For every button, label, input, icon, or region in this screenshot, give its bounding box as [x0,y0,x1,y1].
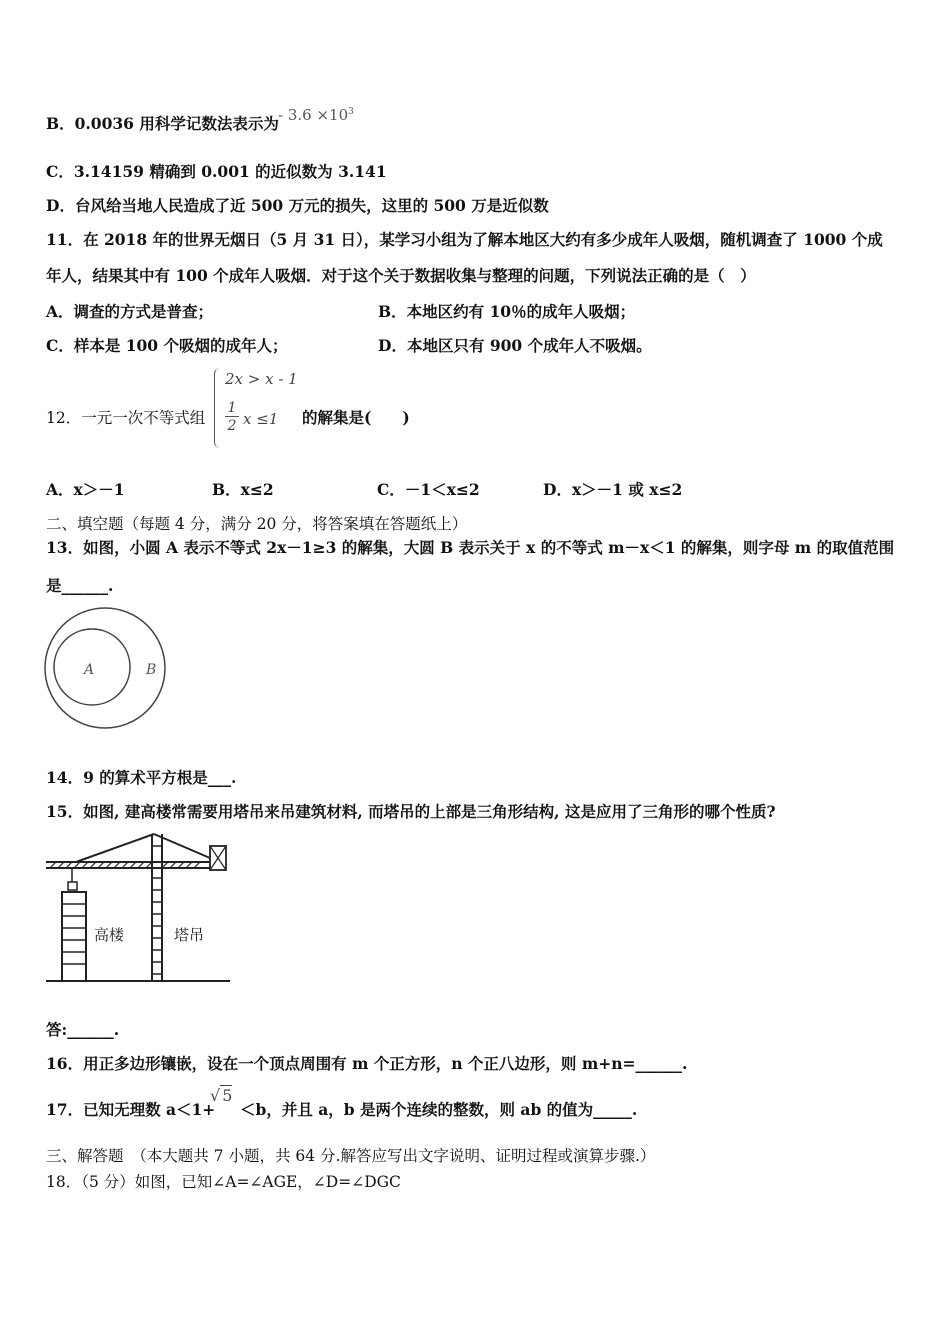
q11-stem-line2: 年人，结果其中有 100 个成年人吸烟．对于这个关于数据收集与整理的问题，下列说法正确的是（ ） [46,266,756,285]
q12-inequality-2: x ≤1 [243,410,279,428]
q12-inequality-system [214,368,301,448]
q11-option-a: A．调查的方式是普查； [46,302,214,321]
q17-stem-before: 17．已知无理数 a＜1+ [46,1100,216,1119]
q10-option-b: B．0.0036 用科学记数法表示为 [46,114,279,133]
building-label: 高楼 [94,926,125,944]
crane-left-tie [76,834,154,862]
hook-load [68,882,77,890]
q15-answer-blank: 答:______. [46,1020,120,1039]
crane-label: 塔吊 [174,926,205,944]
q10-option-d: D．台风给当地人民造成了近 500 万元的损失，这里的 500 万是近似数 [46,196,549,215]
q12-prefix: 12．一元一次不等式组 [46,409,206,427]
q12-option-d: D．x＞－1 或 x≤2 [543,480,683,499]
section-2-heading: 二、填空题（每题 4 分，满分 20 分，将答案填在答题纸上） [46,515,468,533]
q12-option-c: C．－1＜x≤2 [377,480,480,499]
q10-option-c: C．3.14159 精确到 0.001 的近似数为 3.141 [46,162,387,181]
q18-stem: 18．（5 分）如图，已知∠A=∠AGE，∠D=∠DGC [46,1173,401,1191]
q14-stem: 14．9 的算术平方根是___. [46,768,237,787]
q11-option-b: B．本地区约有 10％的成年人吸烟； [378,302,636,321]
section-3-heading: 三、解答题 （本大题共 7 小题，共 64 分.解答应写出文字说明、证明过程或演算步骤.） [46,1147,656,1165]
q12-suffix: 的解集是( ) [302,408,410,427]
circle-a-label: A [84,662,95,678]
q10-b-math: - $3.6 \times 10^3$ [278,106,354,124]
q12-option-b: B．x≤2 [212,480,274,499]
q11-option-d: D．本地区只有 900 个成年人不吸烟。 [378,336,652,355]
building-outline [62,892,86,981]
q15-crane-diagram [44,832,234,987]
building-floors [62,904,86,964]
q12-fraction: $\frac{1}{2}$ [225,400,239,435]
mast-rungs [152,846,162,974]
q11-stem-line1: 11．在 2018 年的世界无烟日（5 月 31 日），某学习小组为了解本地区大约有多少成年人吸烟，随机调查了 1000 个成 [46,230,883,249]
q15-stem: 15．如图, 建高楼常需要用塔吊来吊建筑材料, 而塔吊的上部是三角形结构, 这是应用了三角形的哪个性质? [46,802,776,821]
q16-stem: 16．用正多边形镶嵌，设在一个顶点周围有 m 个正方形，n 个正八边形，则 m+n=______. [46,1054,688,1073]
q13-stem-line1: 13．如图，小圆 A 表示不等式 2x－1≥3 的解集，大圆 B 表示关于 x 的不等式 m－x＜1 的解集，则字母 m 的取值范围 [46,538,895,557]
q13-venn-diagram [42,604,172,734]
q13-stem-line2: 是______. [46,576,114,595]
circle-b-label: B [146,662,157,678]
q12-option-a: A．x＞－1 [46,480,125,499]
q17-stem-after: ＜b，并且 a，b 是两个连续的整数，则 ab 的值为_____. [240,1100,638,1119]
q11-option-c: C．样本是 100 个吸烟的成年人； [46,336,288,355]
q12-inequality-1: 2x > x - 1 [225,370,298,388]
q17-sqrt: √ 5 [210,1086,233,1105]
